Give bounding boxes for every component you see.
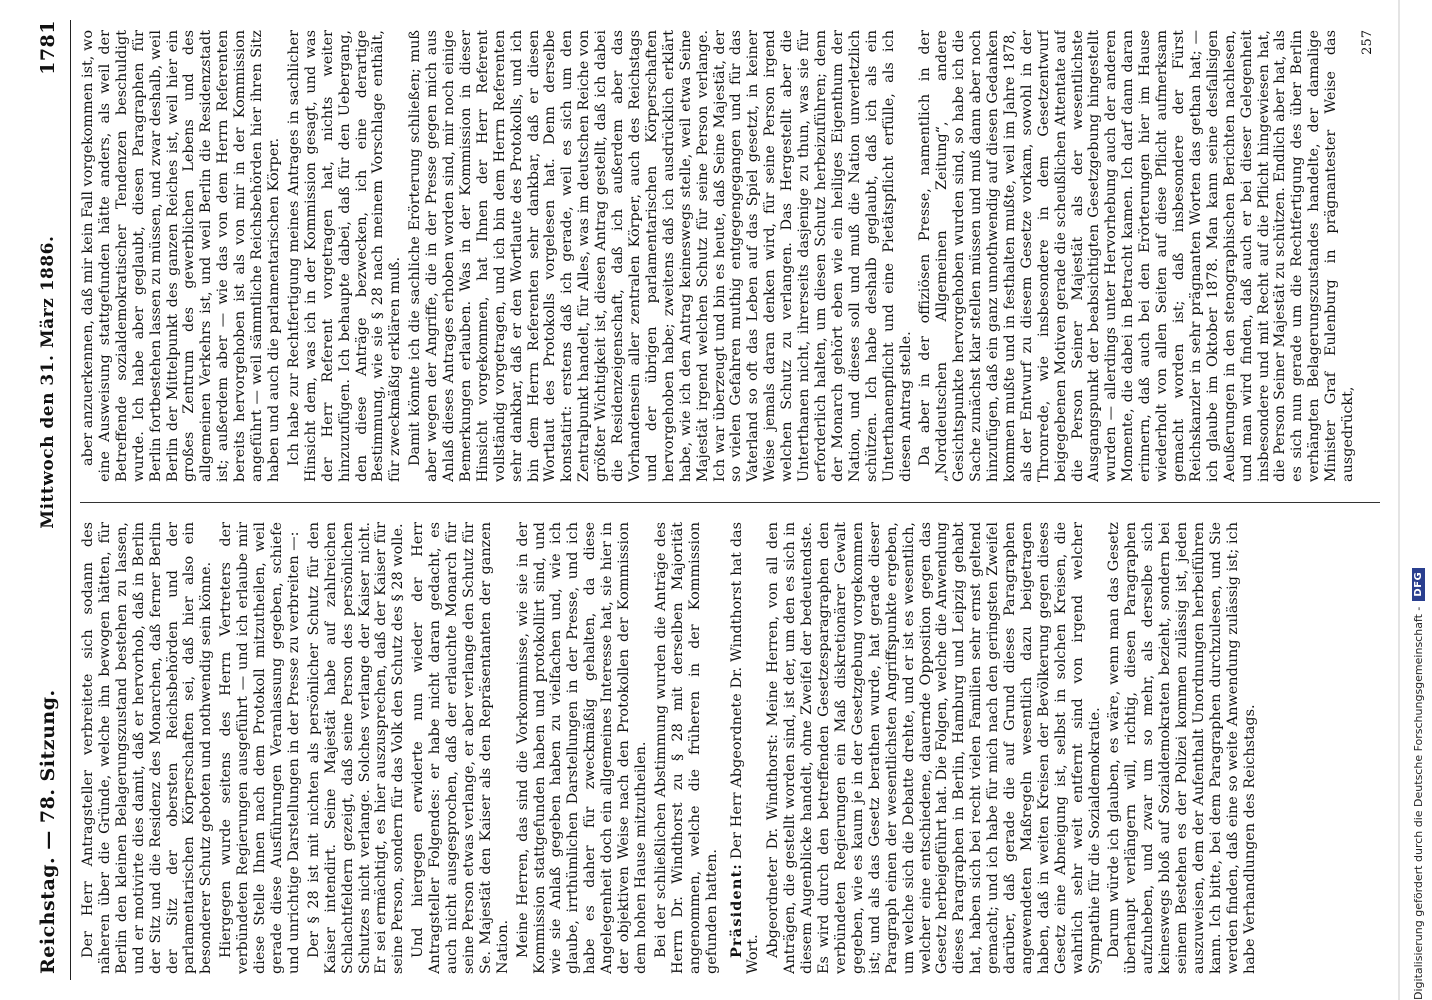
left-column — [80, 522, 1395, 974]
page-header — [28, 20, 68, 974]
header-left: Reichstag. — 78. Sitzung. — [37, 689, 59, 974]
paragraph-text: aber anzuerkennen, daß mir kein Fall vorgekommen ist, wo eine Ausweisung stattgefunden hätte anders, als weil der Betreffende sozialdemokratischer Tendenzen beschuldigt wurde. Ich habe aber geglaubt, diesen Paragraphen für Berlin fortbestehen lassen zu müssen, und zwar deshalb, weil Berlin der Mittelpunkt des ganzen Reiches ist, weil hier ein großes Zentrum des gewerblichen Lebens und des allgemeinen Verkehrs ist, und weil Berlin die Residenzstadt ist; außerdem aber — wie das von dem Herrn Referenten bereits hervorgehoben ist als von mir in der Kommission angeführt — weil sämmtliche Reichsbehörden hier ihren Sitz haben und auch die parlamentarischen Körper. — [80, 30, 282, 482]
paragraph — [286, 30, 404, 482]
paragraph — [917, 30, 1357, 482]
paragraph — [515, 522, 650, 974]
paragraph — [407, 30, 914, 482]
paragraph-text: Damit könnte ich die sachliche Erörterung schließen; muß aber wegen der Angriffe, die in der Presse gegen mich aus Anlaß dieses Antrages erhoben worden sind, mir noch einige Bemerkungen erlauben. Was in der Kommission in dieser Hinsicht vorgekommen, hat Ihnen der Herr Referent vollständig vorgetragen, und ich bin dem Herrn Referenten sehr dankbar, daß er den Wortlaute des Protokolls, und ich bin dem Herrn Referenten sehr dankbar, daß er diesen Wortlaut des Protokolls vorgelesen hat. Denn derselbe konstatirt: erstens daß ich gerade, weil es sich um den Zentralpunkt handelt, für Alles, was im deutschen Reiche von größter Wichtigkeit ist, diesen Antrag gestellt, daß ich dabei die Residenzeigenschaft, daß ich außerdem aber das Vorhandensein aller zentralen Körper, auch des Reichstags und der übrigen parlamentarischen Körperschaften hervorgehoben habe; zweitens daß ich ausdrücklich erklärt habe, wie ich den Antrag keineswegs stelle, weil etwa Seine Majestät irgend welchen Schutz für seine Person verlange. Ich war überzeugt und bin es heute, daß Seine Majestät, der so vielen Gefahren muthig entgegengegangen und für das Vaterland so oft das Leben auf das Spiel gesetzt, in keiner Weise jemals daran denken wird, für seine Person irgend welchen Schutz zu verlangen. Das Hergestellt aber die Unterthanen nicht, ihrerseits dasjenige zu thun, was sie für erforderlich halten, um diesen Schutz herbeizuführen; denn der Monarch gehört eben wie ein heiliges Eigenthum der Nation, und dieses soll und muß die Nation unverletzlich schützen. Ich habe deshalb geglaubt, daß ich als ein Unterthanenpflicht und eine Pietätspflicht erfülle, als ich diesen Antrag stelle. — [407, 30, 914, 482]
dfg-logo: DFG — [1412, 568, 1425, 601]
paragraph — [80, 30, 283, 482]
paragraph-text: Und hiergegen erwiderte nun wieder der Herr Antragsteller Folgendes: er habe nicht daran gedacht, es auch nicht ausgesprochen, daß der erlauchte Monarch für seine Person etwas verlange, er aber verlange den Schutz für Se. Majestät den Kaiser als den Repräsentanten der ganzen Nation. — [410, 522, 511, 974]
paragraph-text: Der Herr Abgeordnete Dr. Windthorst hat das Wort. — [728, 522, 762, 974]
paragraph-text: Da aber in der offiziösen Presse, namentlich in der „Norddeutschen Allgemeinen Zeitung“, andere Gesichtspunkte hervorgehoben wurden sind, so habe ich die Sache zunächst klar stellen müssen und muß dann aber noch hinzufügen, daß ein ganz unnothwendig auf diesen Gedanken kommen mußte und in festhalten mußte, weil im Jahre 1878, als der Entwurf zu diesem Gesetze vorkam, sowohl in der Thronrede, wie insbesondere in dem Gesetzentwurf beigegebenen Motiven gerade die scheußlichen Attentate auf die Person Seiner Majestät als der wesentlichste Ausgangspunkt der beabsichtigten Gesetzgebung hingestellt wurden — allerdings unter Hervorhebung auch der anderen Momente, die dabei in Betracht kamen. Ich darf dann daran erinnern, daß auch bei den Erörterungen hier im Hause wiederholt von allen Seiten auf diese Pflicht aufmerksam gemacht worden ist; daß insbesondere der Fürst Reichskanzler in sehr prägnanten Worten das gethan hat; — ich glaube im Oktober 1878. Man kann seine desfallsigen Aeußerungen in den stenographischen Berichten nachlesen, und man wird finden, daß auch er bei dieser Gelegenheit insbesondere und mit Recht auf die Pflicht hingewiesen hat, die Person Seiner Majestät zu schützen. Endlich aber hat, als es sich nun gerade um die Rechtfertigung des über Berlin verhängten Belagerungszustandes handelte, der damalige Minister Graf Eulenburg in prägnantester Weise das ausgedrückt, — [917, 30, 1357, 482]
paragraph-text: Ich habe zur Rechtfertigung meines Antrages in sachlicher Hinsicht dem, was ich in der Kommission gesagt, und was der Herr Referent vorgetragen hat, nichts weiter hinzuzufügen. Ich behaupte dabei, daß für den Uebergang, den diese Anträge bezwecken, ich eine derartige Bestimmung, wie sie § 28 nach meinem Vorschlage enthält, für zweckmäßig erklären muß. — [285, 30, 404, 482]
paragraph — [1106, 522, 1258, 974]
paragraph — [729, 522, 763, 974]
paragraph-text: Darum würde ich glauben, es wäre, wenn man das Gesetz überhaupt verlängern will, richtig, diesen Paragraphen aufzuheben, und zwar um so mehr, als derselbe sich keineswegs bloß auf Sozialdemokraten bezieht, sondern bei seinem Bestehen es der Polizei kommen zulässig ist, jeden auszuweisen, dem der Aufenthalt Unordnungen herbeiführen kann. Ich bitte, bei dem Paragraphen durchzulesen, und Sie werden finden, daß eine so weite Anwendung zulässig ist; ich habe Verhandlungen des Reichstags. — [1106, 522, 1258, 974]
paragraph — [306, 522, 407, 974]
header-rule — [70, 20, 71, 980]
paragraph-text: Bei der schließlichen Abstimmung wurden die Anträge des Herrn Dr. Windthorst zu § 28 mit derselben Majorität angenommen, welche die früheren in der Kommission gefunden hatten. — [652, 522, 720, 974]
paragraph — [410, 522, 511, 974]
paragraph — [218, 522, 303, 974]
paragraph — [80, 522, 215, 974]
digitization-credit — [1412, 568, 1425, 1000]
paragraph-text: Meine Herren, das sind die Vorkommnisse, wie sie in der Kommission stattgefunden haben und protokollirt sind, und wie sie Anlaß gegeben haben zu vielfachen und, wie ich glaube, irrthümlichen Darstellungen in der Presse, und ich habe es daher für zweckmäßig gehalten, da diese Angelegenheit doch ein allgemeines Interesse hat, sie hier in der objektiven Weise nach den Protokollen der Kommission dem hohen Hause mitzutheilen. — [514, 522, 649, 974]
paragraph — [653, 522, 721, 974]
paragraph — [765, 522, 1103, 974]
credit-text: Digitalisierung gefördert durch die Deutsche Forschungsgemeinschaft - — [1412, 606, 1425, 1000]
header-date: Mittwoch den 31. März 1886. — [38, 235, 58, 529]
page-number: 1781 — [37, 20, 59, 75]
paragraph-text: Abgeordneter Dr. Windthorst: Meine Herren, von all den Anträgen, die gestellt worden sind, ist der, um den es sich in diesem Augenblicke handelt, ohne Zweifel der bedeutendste. Es wird durch den betreffenden Gesetzesparagraphen den verbündeten Regierungen ein Maß diskretionärer Gewalt gegeben, wie es kaum je in der Gesetzgebung vorgekommen ist; und als das Gesetz berathen wurde, hat gerade dieser Paragraph einen der wesentlichsten Angriffspunkte ergeben, um welche sich die Debatte drehte, und er ist es wesentlich, welcher eine entschiedene, dauernde Opposition gegen das Gesetz herbeigeführt hat. Die Folgen, welche die Anwendung dieses Paragraphen in Berlin, Hamburg und Leipzig gehabt hat, haben sich bei recht vielen Familien sehr ernst geltend gemacht; und ich habe für mich nach den geringsten Zweifel darüber, daß gerade die auf Grund dieses Paragraphen angewendeten Maßregeln wesentlich dazu beigetragen haben, daß in weiten Kreisen der Bevölkerung gegen dieses Gesetz eine Abneigung ist, selbst in solchen Kreisen, die wahrlich sehr weit entfernt sind von irgend welcher Sympathie für die Sozialdemokratie. — [765, 522, 1103, 974]
paragraph-text: Hiergegen wurde seitens des Herrn Vertreters der verbündeten Regierungen ausgeführt — und ich erlaube mir diese Stelle Ihnen nach dem Protokoll mitzutheilen, weil gerade diese Ausführungen Veranlassung gegeben, schiefe und unrichtige Darstellungen in der Presse zu verbreiten —: — [218, 522, 302, 974]
speaker-name: Präsident: — [727, 863, 745, 958]
column-divider — [80, 502, 1380, 503]
paragraph-text: Der Herr Antragsteller verbreitete sich sodann des näheren über die Gründe, welche ihn bewogen hätten, für Berlin den kleinen Belagerungszustand bestehen zu lassen, und er motivirte dies damit, daß er hervorhob, daß in Berlin der Sitz und die Residenz des Monarchen, daß ferner Berlin der Sitz der obersten Reichsbehörden und der parlamentarischen Körperschaften sei, daß hier also ein besonderer Schutz geboten und nothwendig sein könne. — [80, 522, 215, 974]
right-column — [80, 30, 1395, 482]
page-signature: 257 — [1359, 30, 1375, 55]
newspaper-page — [20, 0, 1410, 1000]
paragraph-text: Der § 28 ist mit nichten als persönlicher Schutz für den Kaiser intendirt. Seine Majestät habe auf zahlreichen Schlachtfeldern gezeigt, daß seine Person des persönlichen Schutzes nicht verlange. Solches verlange der Kaiser nicht. Er sei ermächtigt, es hier auszusprechen, daß der Kaiser für seine Person, sondern für das Volk den Schutz des § 28 wolle. — [305, 522, 407, 974]
